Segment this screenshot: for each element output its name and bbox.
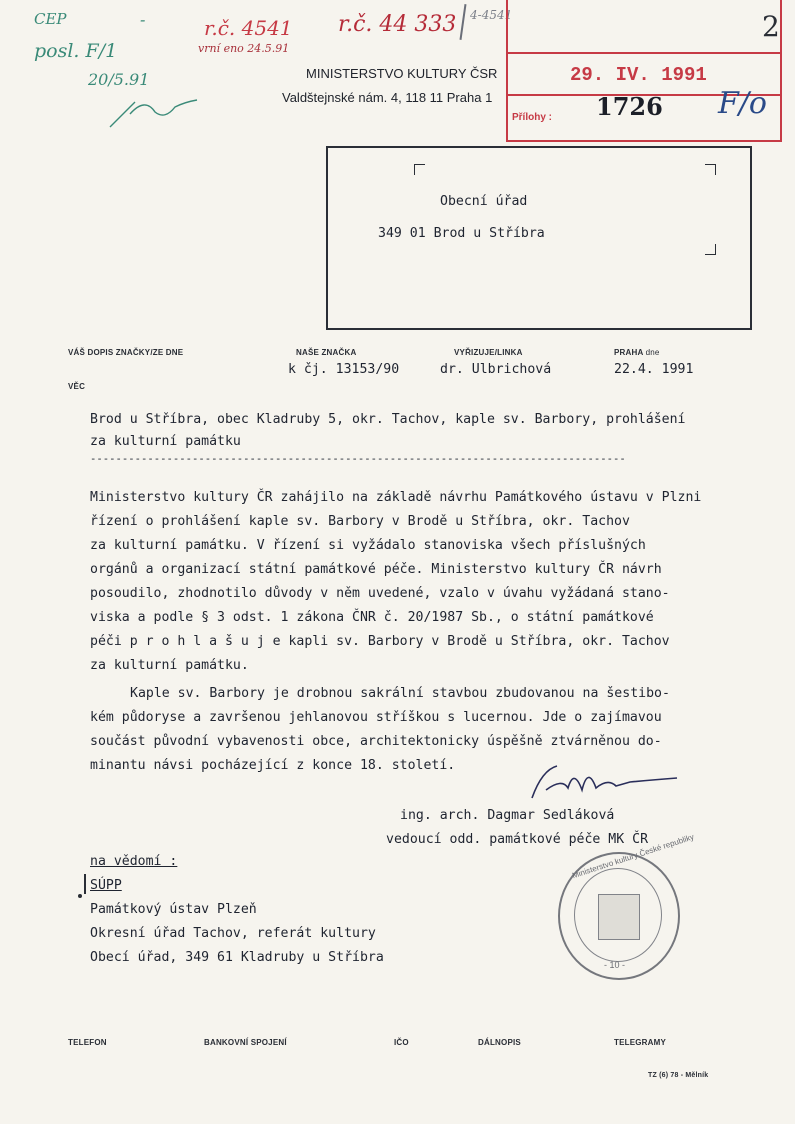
- footer-telefon: TELEFON: [68, 1038, 107, 1047]
- label-vas-dopis: VÁŠ DOPIS ZNAČKY/ZE DNE: [68, 348, 184, 357]
- cc-item: Obecí úřad, 349 61 Kladruby u Stříbra: [90, 950, 384, 965]
- dot-mark: [78, 894, 82, 898]
- recipient-line-2: 349 01 Brod u Stříbra: [378, 226, 545, 241]
- cc-heading: na vědomí :: [90, 854, 178, 869]
- subject-line-1: Brod u Stříbra, obec Kladruby 5, okr. Tachov, kaple sv. Barbory, prohlášení: [90, 412, 686, 427]
- footer-bank: BANKOVNÍ SPOJENÍ: [204, 1038, 287, 1047]
- stamp-date: 29. IV. 1991: [570, 64, 707, 86]
- round-official-stamp: [558, 832, 696, 980]
- handwritten-note-red: vrní eno 24.5.91: [198, 42, 290, 55]
- stamp-text: Ministerstvo kultury České republiky: [571, 832, 696, 881]
- handwritten-dash: ‐: [140, 10, 146, 29]
- label-dne: dne: [645, 348, 660, 357]
- cc-item: SÚPP: [90, 878, 122, 893]
- body-line: minantu návsi pocházející z konce 18. století.: [90, 758, 456, 773]
- cc-item: Památkový ústav Plzeň: [90, 902, 257, 917]
- cc-bracket: [84, 874, 86, 894]
- ministry-address: Valdštejnské nám. 4, 118 11 Praha 1: [282, 90, 493, 105]
- subject-rule: ------------------------------------------------------------------------------------: [90, 453, 626, 465]
- body-line: Kaple sv. Barbory je drobnou sakrální stavbou zbudovanou na šestibo-: [130, 686, 670, 701]
- stamp-line: [508, 52, 780, 54]
- emblem-icon: [598, 894, 640, 940]
- handwritten-ref-grey: 4-4541: [470, 8, 513, 22]
- corner-mark: [414, 164, 425, 175]
- handwritten-slash: [460, 4, 467, 40]
- recipient-line-1: Obecní úřad: [440, 194, 528, 209]
- handwritten-fo: F/o: [718, 86, 767, 121]
- handwritten-ref-center: r.č. 44 333: [338, 12, 457, 37]
- label-praha: [614, 348, 660, 357]
- corner-mark: [705, 164, 716, 175]
- subject-line-2: za kulturní památku: [90, 434, 241, 449]
- footer-dalnopis: DÁLNOPIS: [478, 1038, 521, 1047]
- handwritten-note-cep: CEP: [34, 10, 67, 28]
- body-line: za kulturní památku.: [90, 658, 249, 673]
- footer-print-code: TZ (6) 78 - Mělník: [648, 1072, 709, 1079]
- footer-telegramy: TELEGRAMY: [614, 1038, 667, 1047]
- signature-scribble: [512, 760, 682, 808]
- cc-list: [90, 874, 384, 970]
- cc-item: Okresní úřad Tachov, referát kultury: [90, 926, 376, 941]
- body-line: posoudilo, zhodnotilo důvody v něm uvedené, vzalo v úvahu vyžádaná stano-: [90, 586, 670, 601]
- corner-mark: [705, 244, 716, 255]
- handled-by: dr. Ulbrichová: [440, 362, 552, 377]
- handwritten-note-posl: posl. F/1: [34, 40, 118, 62]
- signatory-title: vedoucí odd. památkové péče MK ČR: [386, 832, 649, 847]
- label-praha-text: PRAHA: [614, 348, 644, 357]
- stamp-prilohy: Přílohy :: [512, 112, 553, 123]
- ministry-name: MINISTERSTVO KULTURY ČSR: [306, 66, 498, 81]
- label-vyrizuje: VYŘIZUJE/LINKA: [454, 348, 523, 357]
- label-nase-znacka: NAŠE ZNAČKA: [296, 348, 357, 357]
- handwritten-initials: [105, 92, 200, 132]
- body-line: kém půdoryse a završenou jehlanovou stříškou s lucernou. Jde o zajímavou: [90, 710, 662, 725]
- footer-ico: IČO: [394, 1038, 409, 1047]
- stamp-num: - 10 -: [604, 960, 626, 970]
- body-line: za kulturní památku. V řízení si vyžádalo stanoviska všech příslušných: [90, 538, 646, 553]
- label-vec: VĚC: [68, 382, 86, 391]
- body-paragraph-1: [90, 486, 701, 678]
- body-line: součást původní vybavenosti obce, architektonicky úspěšně ztvárněnou do-: [90, 734, 662, 749]
- body-line: orgánů a organizací státní památkové péče. Ministerstvo kultury ČR návrh: [90, 562, 662, 577]
- signatory-name: ing. arch. Dagmar Sedláková: [400, 808, 615, 823]
- recipient-address-box: [326, 146, 752, 330]
- handwritten-note-date: 20/5.91: [88, 70, 150, 89]
- ref-number: k čj. 13153/90: [288, 362, 400, 377]
- stamp-number: 1726: [596, 92, 663, 121]
- body-line: péči p r o h l a š u j e kapli sv. Barbory v Brodě u Stříbra, okr. Tachov: [90, 634, 670, 649]
- letter-date: 22.4. 1991: [614, 362, 694, 377]
- handwritten-ref-red: r.č. 4541: [204, 16, 293, 40]
- handwritten-page-number: 2: [762, 10, 780, 43]
- body-line: Ministerstvo kultury ČR zahájilo na základě návrhu Památkového ústavu v Plzni: [90, 490, 702, 505]
- body-line: řízení o prohlášení kaple sv. Barbory v Brodě u Stříbra, okr. Tachov: [90, 514, 630, 529]
- body-line: viska a podle § 3 odst. 1 zákona ČNR č. 20/1987 Sb., o státní památkové: [90, 610, 654, 625]
